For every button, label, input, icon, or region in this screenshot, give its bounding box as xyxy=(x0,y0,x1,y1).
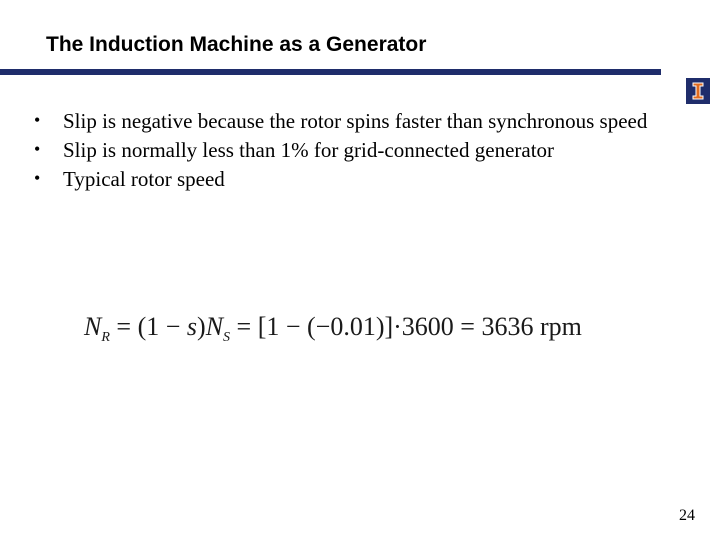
equation-var: N xyxy=(205,312,224,341)
bullet-dot-icon: • xyxy=(34,139,41,159)
bullet-item xyxy=(34,107,654,136)
slide-title: The Induction Machine as a Generator xyxy=(46,33,427,56)
title-rule xyxy=(0,69,661,75)
equation-text: ) xyxy=(197,312,206,341)
bullet-text: Typical rotor speed xyxy=(63,167,225,191)
bullet-text: Slip is negative because the rotor spins faster than synchronous speed xyxy=(63,109,648,133)
equation-text: = [1 − (−0.01)]·3600 = 3636 rpm xyxy=(230,312,582,341)
rotor-speed-equation xyxy=(84,312,582,346)
bullet-item xyxy=(34,136,654,165)
bullet-list xyxy=(34,107,654,194)
bullet-item xyxy=(34,165,654,194)
page-number: 24 xyxy=(679,507,695,524)
illinois-block-i-icon xyxy=(686,78,710,104)
equation-subscript: S xyxy=(223,330,231,345)
equation-text: = (1 − xyxy=(109,312,187,341)
bullet-dot-icon: • xyxy=(34,168,41,188)
equation-var: s xyxy=(186,312,198,341)
equation-subscript: R xyxy=(101,330,110,345)
bullet-dot-icon: • xyxy=(34,110,41,130)
equation-var: N xyxy=(84,312,102,341)
bullet-text: Slip is normally less than 1% for grid-connected generator xyxy=(63,138,555,162)
